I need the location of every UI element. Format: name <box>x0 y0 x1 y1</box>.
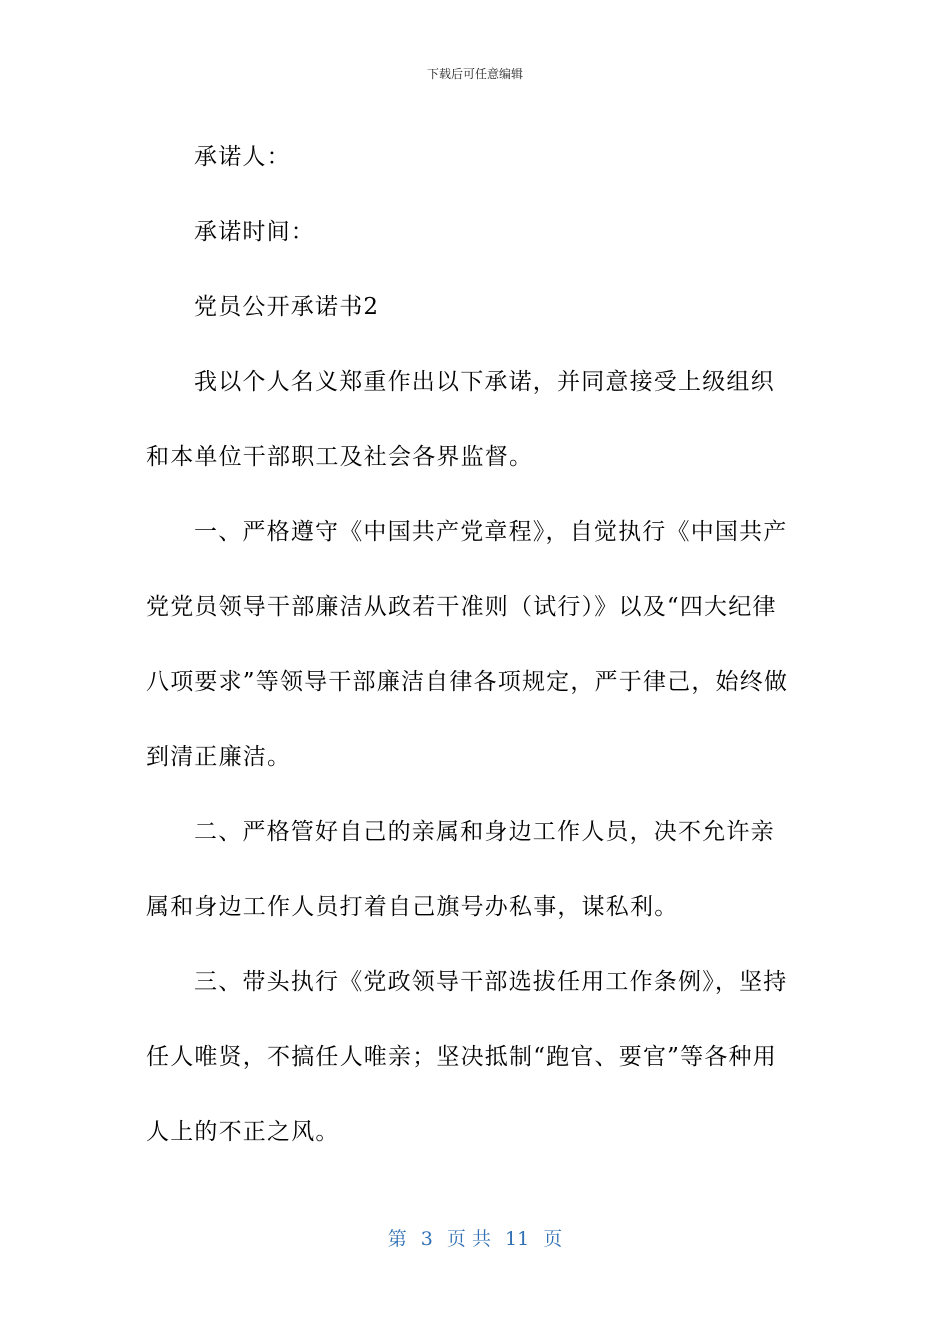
pledge-item-2: 二、严格管好自己的亲属和身边工作人员，决不允许亲属和身边工作人员打着自己旗号办私事，谋私利。 <box>146 819 775 920</box>
footer-suffix: 页 <box>543 1228 563 1250</box>
footer-middle: 页 共 <box>446 1228 491 1250</box>
intro-paragraph: 我以个人名义郑重作出以下承诺，并同意接受上级组织和本单位干部职工及社会各界监督。 <box>146 369 775 470</box>
page-header-note: 下载后可任意编辑 <box>426 67 523 81</box>
document-body <box>146 120 794 1170</box>
pledge-item-1: 一、严格遵守《中国共产党章程》，自觉执行《中国共产党党员领导干部廉洁从政若干准则（试行）》以及“四大纪律八项要求”等领导干部廉洁自律各项规定，严于律己，始终做到清正廉洁。 <box>146 519 789 770</box>
promise-date-label: 承诺时间： <box>194 219 315 245</box>
page-footer <box>0 1226 950 1252</box>
pledge-item-3: 三、带头执行《党政领导干部选拔任用工作条例》，坚持任人唯贤，不搞任人唯亲；坚决抵制“跑官、要官”等各种用人上的不正之风。 <box>146 969 788 1145</box>
footer-prefix: 第 <box>387 1228 407 1250</box>
footer-current-page: 3 <box>420 1228 433 1250</box>
footer-total-pages: 11 <box>505 1228 530 1250</box>
promiser-label: 承诺人： <box>194 144 291 170</box>
section-title: 党员公开承诺书2 <box>194 294 380 320</box>
